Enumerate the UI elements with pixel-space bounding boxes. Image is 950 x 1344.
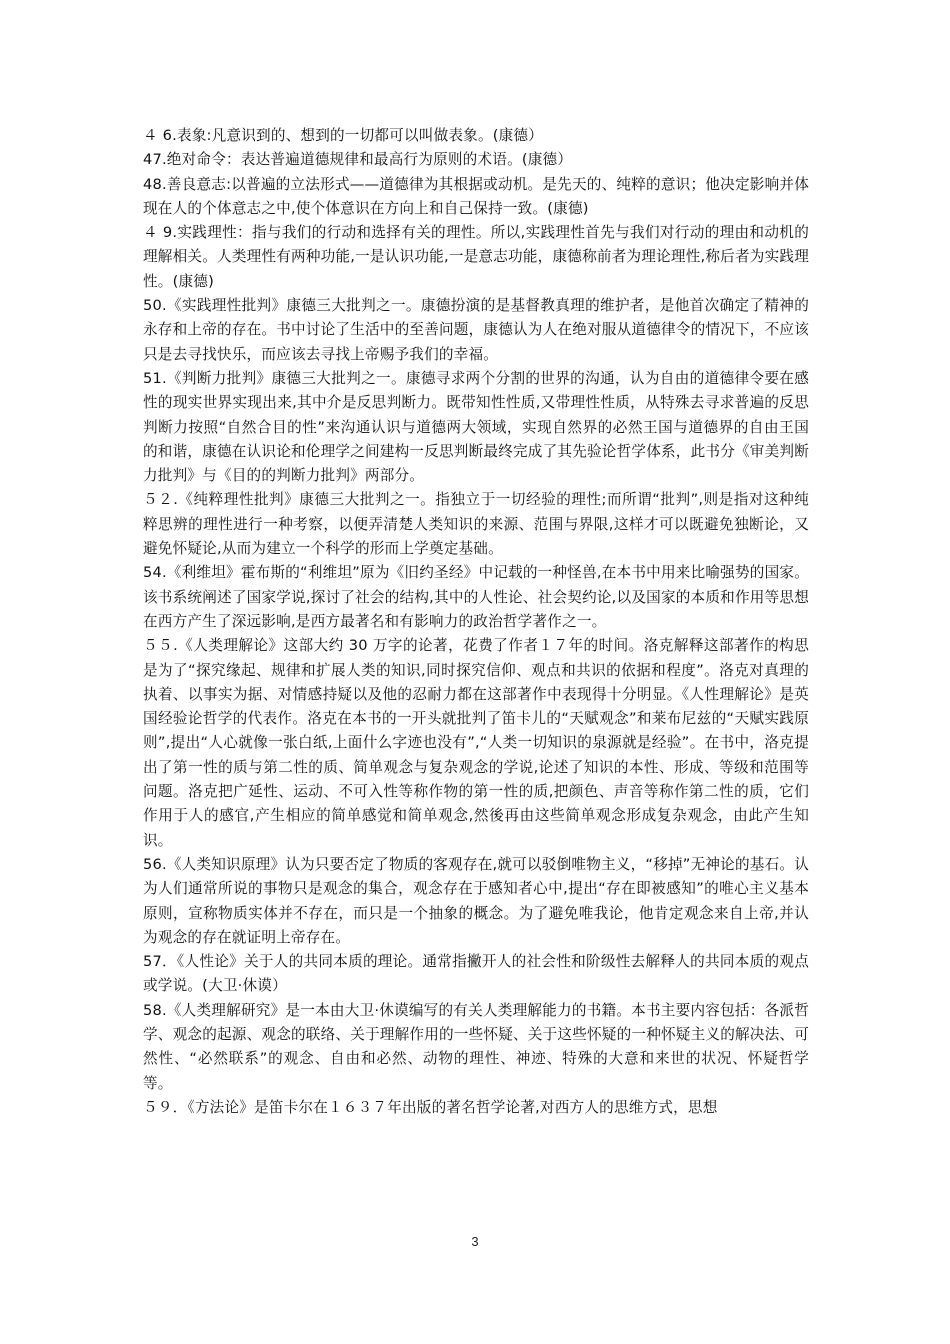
entry-52-critique-of-pure-reason: ５２.《纯粹理性批判》康德三大批判之一。指独立于一切经验的理性;而所谓“批判”,则是指对这种纯粹思辨的理性进行一种考察，以便弄清楚人类知识的来源、范围与界限,这样才可以既避免独断论，又避免怀疑论,从而为建立一个科学的形而上学奠定基础。 xyxy=(143,491,809,558)
entry-56-principles-of-human-knowledge: 56.《人类知识原理》认为只要否定了物质的客观存在,就可以驳倒唯物主义，“移掉”无神论的基石。认为人们通常所说的事物只是观念的集合，观念存在于感知者心中,提出“存在即被感知”的唯心主义基本原则，宣称物质实体并不存在，而只是一个抽象的概念。为了避免唯我论，他肯定观念来自上帝,并认为观念的存在就证明上帝存在。 xyxy=(143,855,809,946)
document-body xyxy=(143,124,809,1120)
entry-55-essay-concerning-human-understanding: ５５.《人类理解论》这部大约 30 万字的论著，花费了作者１７年的时间。洛克解释这部著作的构思是为了“探究缘起、规律和扩展人类的知识,同时探究信仰、观点和共识的依据和程度”。洛克对真理的执着、以事实为据、对情感持疑以及他的忍耐力都在这部著作中表现得十分明显。《人性理解论》是英国经验论哲学的代表作。洛克在本书的一开头就批判了笛卡儿的“天赋观念”和莱布尼兹的“天赋实践原则”,提出“人心就像一张白纸,上面什么字迹也没有”,“人类一切知识的泉源就是经验”。在书中，洛克提出了第一性的质与第二性的质、简单观念与复杂观念的学说,论述了知识的本性、形成、等级和范围等问题。洛克把广延性、运动、不可入性等称作物的第一性的质,把颜色、声音等称作第二性的质，它们作用于人的感官,产生相应的简单感觉和简单观念,然後再由这些简单观念形成复杂观念，由此产生知识。 xyxy=(143,637,809,849)
entry-58-enquiry-concerning-human-understanding: 58.《人类理解研究》是一本由大卫·休谟编写的有关人类理解能力的书籍。本书主要内容包括：各派哲学、观念的起源、观念的联络、关于理解作用的一些怀疑、关于这些怀疑的一种怀疑主义的解决法、可然性、“必然联系”的观念、自由和必然、动物的理性、神迹、特殊的大意和来世的状况、怀疑哲学等。 xyxy=(143,1001,809,1092)
entry-47-categorical-imperative: 47.绝对命令：表达普遍道德规律和最高行为原则的术语。(康德） xyxy=(143,151,573,169)
entry-49-practical-reason: ４ 9.实践理性：指与我们的行动和选择有关的理性。所以,实践理性首先与我们对行动的理由和动机的理解相关。人类理性有两种功能,一是认识功能,一是意志功能，康德称前者为理论理性,称后者为实践理性。(康德) xyxy=(143,224,809,290)
entry-50-critique-of-practical-reason: 50.《实践理性批判》康德三大批判之一。康德扮演的是基督教真理的维护者，是他首次确定了精神的永存和上帝的存在。书中讨论了生活中的至善问题，康德认为人在绝对服从道德律令的情况下，不应该只是去寻找快乐，而应该去寻找上帝赐予我们的幸福。 xyxy=(143,297,809,363)
entry-54-leviathan: 54.《利维坦》霍布斯的“利维坦”原为《旧约圣经》中记载的一种怪兽,在本书中用来比喻强势的国家。该书系统阐述了国家学说,探讨了社会的结构,其中的人性论、社会契约论,以及国家的本质和作用等思想在西方产生了深远影响,是西方最著名和有影响力的政治哲学著作之一。 xyxy=(143,564,809,630)
entry-51-critique-of-judgment: 51.《判断力批判》康德三大批判之一。康德寻求两个分割的世界的沟通，认为自由的道德律令要在感性的现实世界实现出来,其中介是反思判断力。既带知性性质,又带理性性质，从特殊去寻求普遍的反思判断力按照“自然合目的性”来沟通认识与道德两大领域，实现自然界的必然王国与道德界的自由王国的和谐，康德在认识论和伦理学之间建构一反思判断最终完成了其先验论哲学体系，此书分《审美判断力批判》与《目的的判断力批判》两部分。 xyxy=(143,369,809,485)
entry-46-representation: ４ 6.表象:凡意识到的、想到的一切都可以叫做表象。(康德） xyxy=(143,127,544,144)
entry-48-good-will: 48.善良意志:以普遍的立法形式——道德律为其根据或动机。是先天的、纯粹的意识；他决定影响并体现在人的个体意志之中,使个体意识在方向上和自己保持一致。(康德) xyxy=(143,175,809,217)
entry-57-treatise-of-human-nature: 57．《人性论》关于人的共同本质的理论。通常指撇开人的社会性和阶级性去解释人的共同本质的观点或学说。(大卫·休谟） xyxy=(143,953,809,995)
entry-59-discourse-on-method: ５９．《方法论》是笛卡尔在１６３７年出版的著名哲学论著,对西方人的思维方式，思想 xyxy=(143,1098,718,1116)
page-number: 3 xyxy=(471,1234,479,1249)
